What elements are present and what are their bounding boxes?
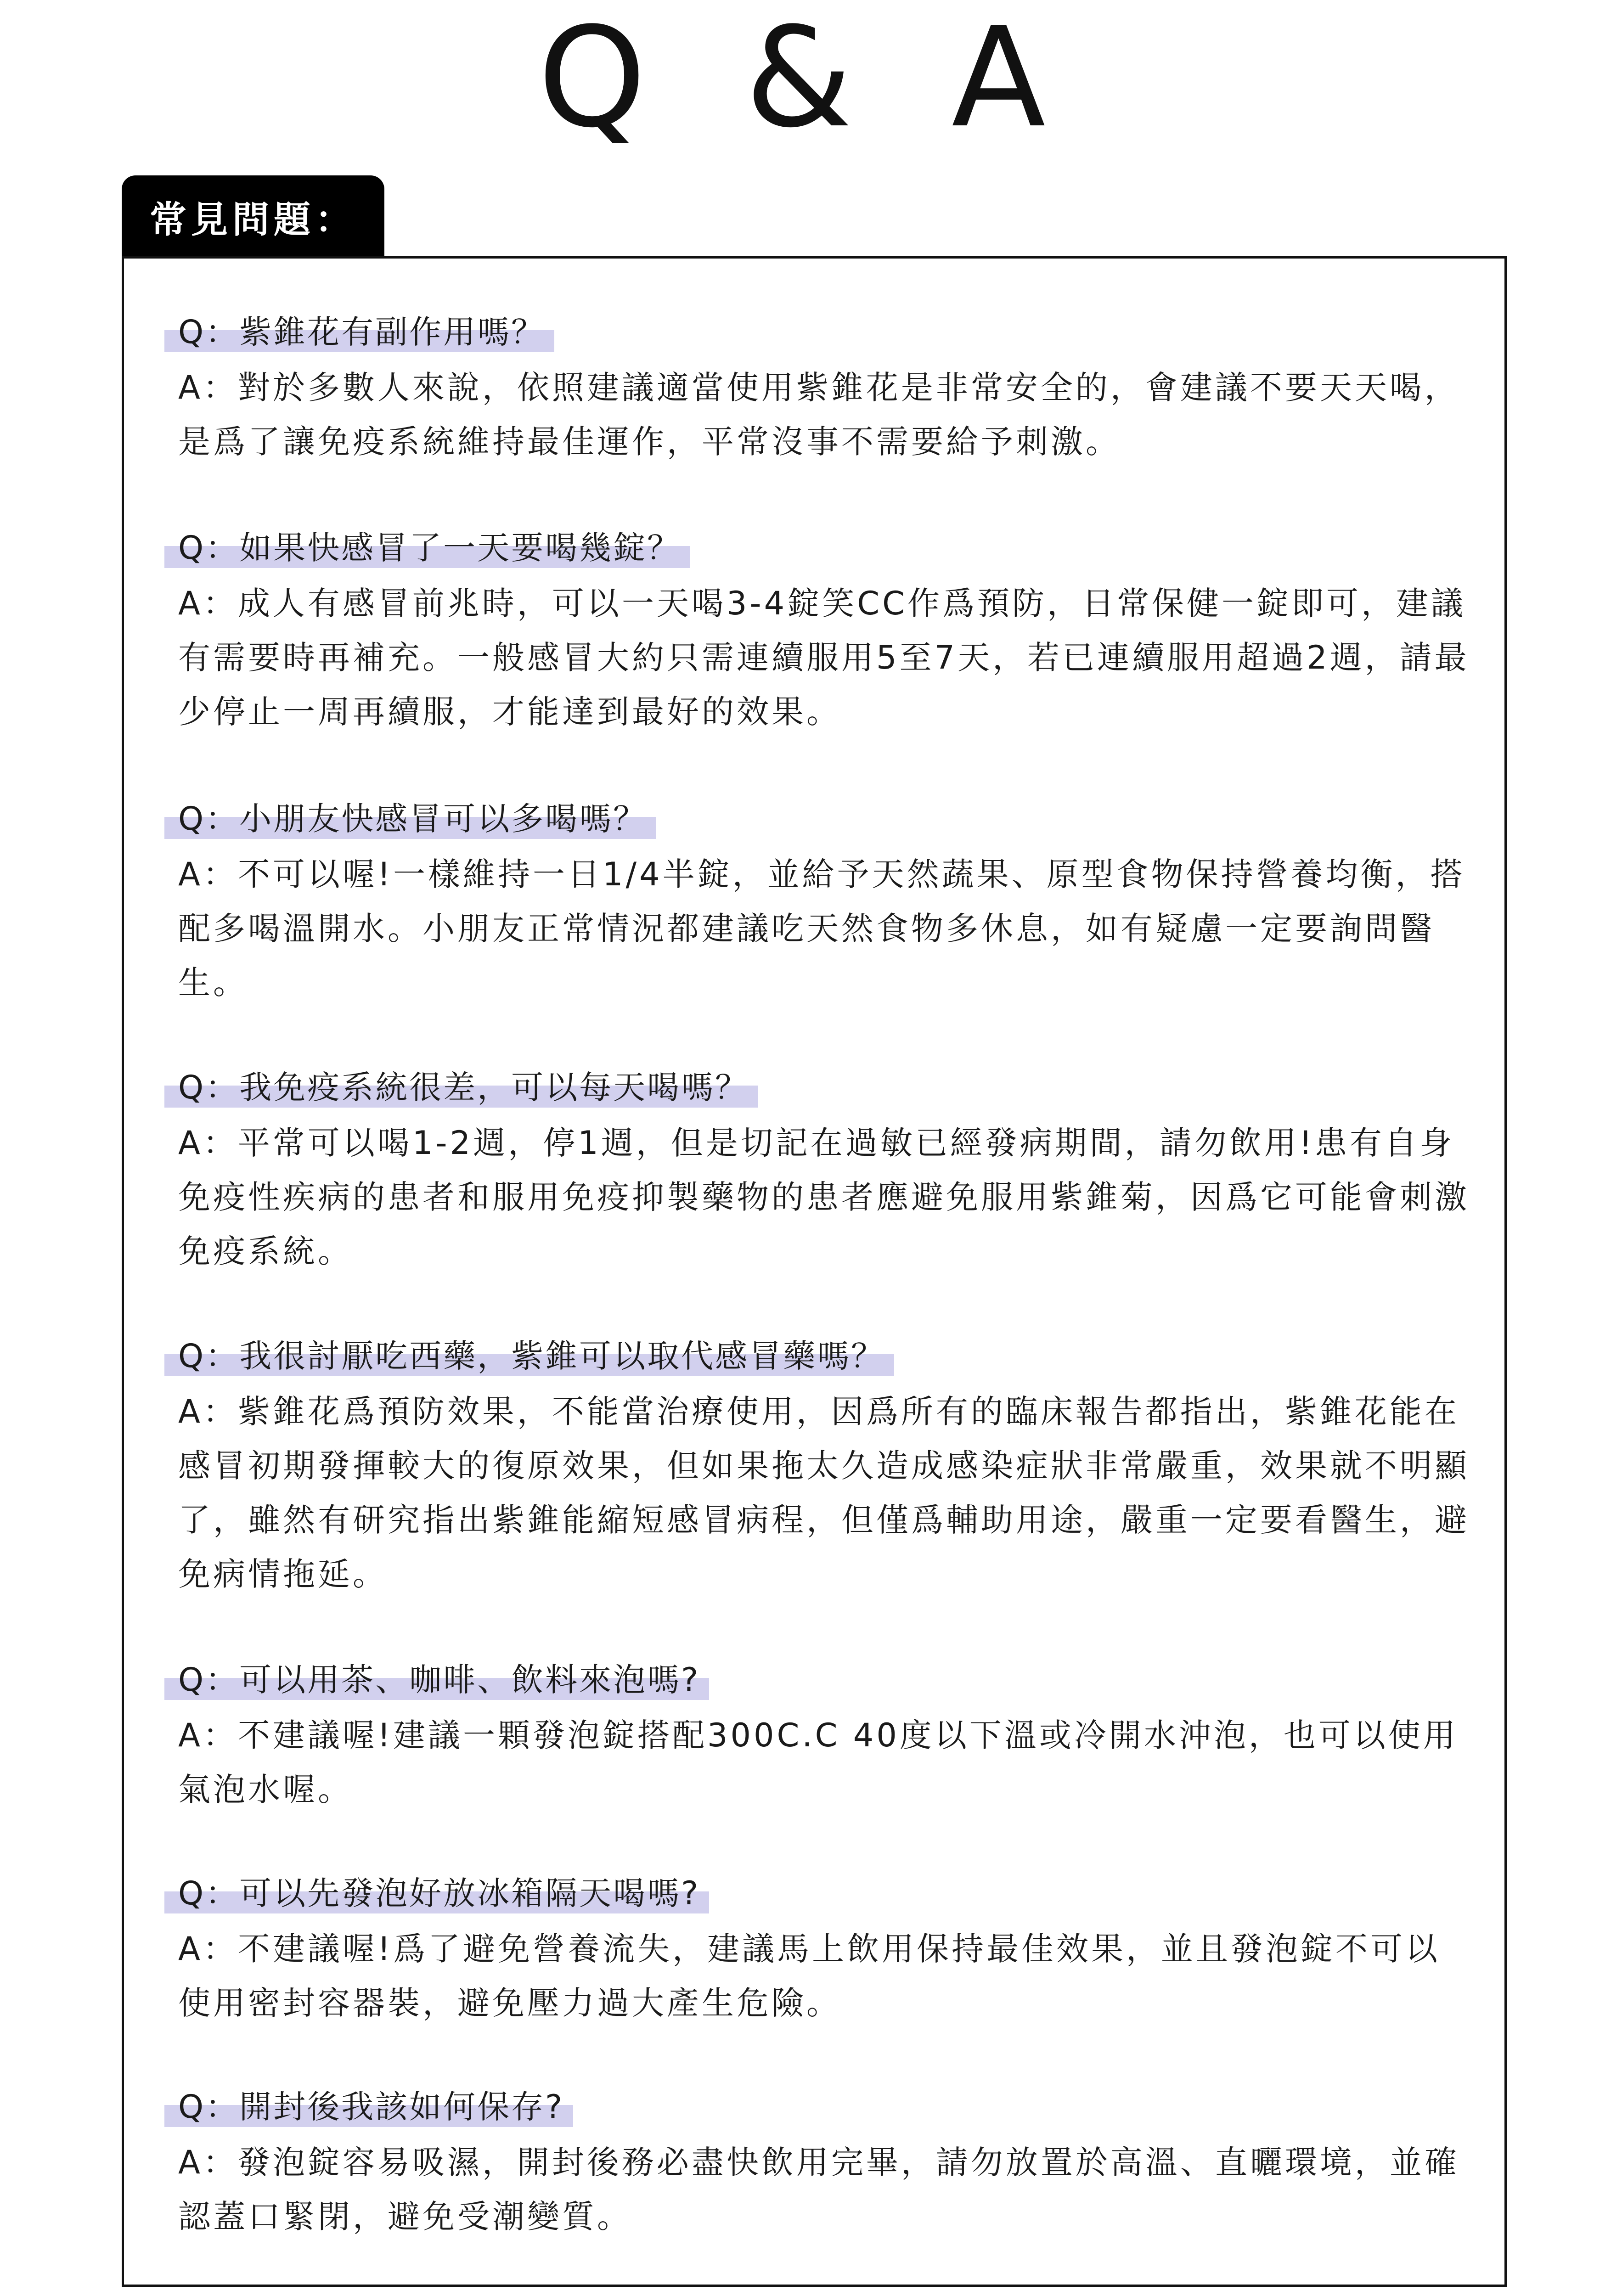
faq-question: Q：小朋友快感冒可以多喝嗎？ xyxy=(164,796,656,842)
faq-question: Q：紫錐花有副作用嗎？ xyxy=(164,309,554,355)
faq-answer: A：不可以喔!一樣維持一日1/4半錠，並給予天然蔬果、原型食物保持營養均衡，搭配多喝溫開水。小朋友正常情況都建議吃天然食物多休息，如有疑慮一定要詢問醫生。 xyxy=(178,855,1465,1002)
page-title: Q & A xyxy=(537,0,1073,158)
faq-answer: A：不建議喔!建議一顆發泡錠搭配300C.C 40度以下溫或冷開水沖泡，也可以使用氣泡水喔。 xyxy=(178,1716,1458,1808)
faq-section-label: 常見問題： xyxy=(150,198,356,241)
faq-question: Q：如果快感冒了一天要喝幾錠？ xyxy=(164,525,690,571)
faq-question: Q：開封後我該如何保存? xyxy=(164,2084,573,2130)
faq-item xyxy=(178,2084,1473,2244)
faq-item xyxy=(178,1657,1473,1817)
faq-question: Q：可以先發泡好放冰箱隔天喝嗎? xyxy=(164,1870,709,1916)
faq-answer: A：對於多數人來說，依照建議適當使用紫錐花是非常安全的，會建議不要天天喝，是爲了讓免疫系統維持最佳運作，平常沒事不需要給予刺激。 xyxy=(178,369,1459,461)
faq-item xyxy=(178,796,1473,1010)
faq-item xyxy=(178,525,1473,739)
faq-item xyxy=(178,1064,1473,1278)
faq-section-tab xyxy=(122,175,384,257)
faq-answer: A：不建議喔!爲了避免營養流失，建議馬上飲用保持最佳效果，並且發泡錠不可以使用密封容器裝，避免壓力過大產生危險。 xyxy=(178,1930,1440,2022)
faq-question: Q：可以用茶、咖啡、飲料來泡嗎? xyxy=(164,1657,709,1703)
faq-item xyxy=(178,1870,1473,2030)
faq-question: Q：我免疫系統很差，可以每天喝嗎？ xyxy=(164,1064,758,1110)
faq-answer: A：發泡錠容易吸濕，開封後務必盡快飲用完畢，請勿放置於高溫、直曬環境，並確認蓋口緊閉，避免受潮變質。 xyxy=(178,2144,1459,2235)
faq-answer: A：紫錐花爲預防效果，不能當治療使用，因爲所有的臨床報告都指出，紫錐花能在感冒初期發揮較大的復原效果，但如果拖太久造成感染症狀非常嚴重，效果就不明顯了，雖然有研究指出紫錐能縮短感冒病程，但僅爲輔助用途，嚴重一定要看醫生，避免病情拖延。 xyxy=(178,1393,1470,1593)
faq-box xyxy=(122,256,1507,2287)
faq-answer: A：平常可以喝1-2週，停1週，但是切記在過敏已經發病期間，請勿飲用!患有自身免疫性疾病的患者和服用免疫抑製藥物的患者應避免服用紫錐菊，因爲它可能會刺激免疫系統。 xyxy=(178,1124,1470,1270)
faq-question: Q：我很討厭吃西藥，紫錐可以取代感冒藥嗎？ xyxy=(164,1333,894,1379)
faq-item xyxy=(178,1333,1473,1601)
faq-answer: A：成人有感冒前兆時，可以一天喝3-4錠笑CC作爲預防，日常保健一錠即可，建議有需要時再補充。一般感冒大約只需連續服用5至7天，若已連續服用超過2週，請最少停止一周再續服，才能達到最好的效果。 xyxy=(178,585,1470,731)
faq-item xyxy=(178,309,1473,469)
